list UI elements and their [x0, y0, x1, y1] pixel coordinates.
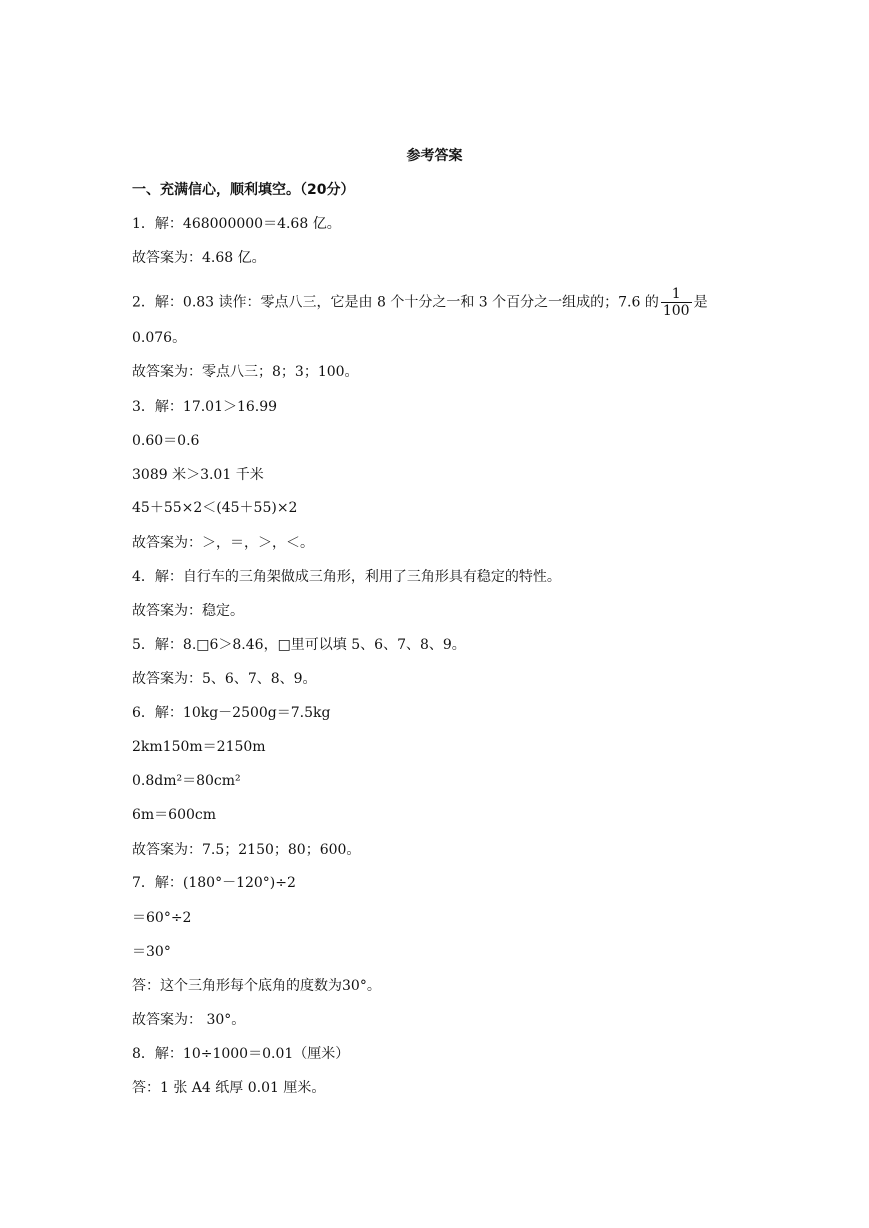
q2-solution-continued: 0.076。	[132, 330, 187, 346]
q8-solution: 8．解：10÷1000＝0.01（厘米）	[132, 1046, 350, 1062]
q7-line-3: ＝30°	[132, 944, 171, 960]
q4-solution: 4．解：自行车的三角架做成三角形，利用了三角形具有稳定的特性。	[132, 569, 561, 585]
section-heading: 一、充满信心，顺利填空。（20分）	[132, 182, 355, 198]
q2-fraction	[661, 286, 692, 319]
fraction-numerator: 1	[661, 286, 692, 303]
q6-line-2: 2km150m＝2150m	[132, 739, 266, 755]
q1-solution: 1．解：468000000＝4.68 亿。	[132, 216, 341, 232]
q3-answer: 故答案为：＞，＝，＞，＜。	[132, 535, 314, 551]
q2-text-part1: 2．解：0.83 读作：零点八三，它是由 8 个十分之一和 3 个百分之一组成的；7.6 的	[132, 294, 659, 311]
q2-answer: 故答案为：零点八三；8；3；100。	[132, 364, 359, 380]
q5-solution: 5．解：8.□6＞8.46，□里可以填 5、6、7、8、9。	[132, 637, 466, 653]
q7-reply: 答：这个三角形每个底角的度数为30°。	[132, 978, 381, 994]
q7-line-2: ＝60°÷2	[132, 910, 192, 926]
page-title: 参考答案	[406, 148, 463, 164]
q2-text-part2: 是	[693, 294, 708, 311]
q6-line-3: 0.8dm²＝80cm²	[132, 773, 241, 789]
q6-answer: 故答案为：7.5；2150；80；600。	[132, 842, 361, 858]
q3-line-4: 45＋55×2＜(45＋55)×2	[132, 500, 298, 516]
fraction-denominator: 100	[662, 303, 690, 319]
q2-solution	[132, 286, 708, 319]
q7-solution: 7．解：(180°－120°)÷2	[132, 875, 296, 891]
q5-answer: 故答案为：5、6、7、8、9。	[132, 671, 317, 687]
q6-line-4: 6m＝600cm	[132, 807, 217, 823]
q8-reply: 答：1 张 A4 纸厚 0.01 厘米。	[132, 1080, 326, 1096]
q4-answer: 故答案为：稳定。	[132, 603, 244, 619]
q6-solution: 6．解：10kg－2500g＝7.5kg	[132, 705, 331, 721]
q3-line-2: 0.60＝0.6	[132, 433, 200, 449]
q7-answer: 故答案为： 30°。	[132, 1012, 246, 1028]
q1-answer: 故答案为：4.68 亿。	[132, 250, 266, 266]
q3-line-3: 3089 米＞3.01 千米	[132, 467, 264, 483]
q3-solution: 3．解：17.01＞16.99	[132, 399, 278, 415]
